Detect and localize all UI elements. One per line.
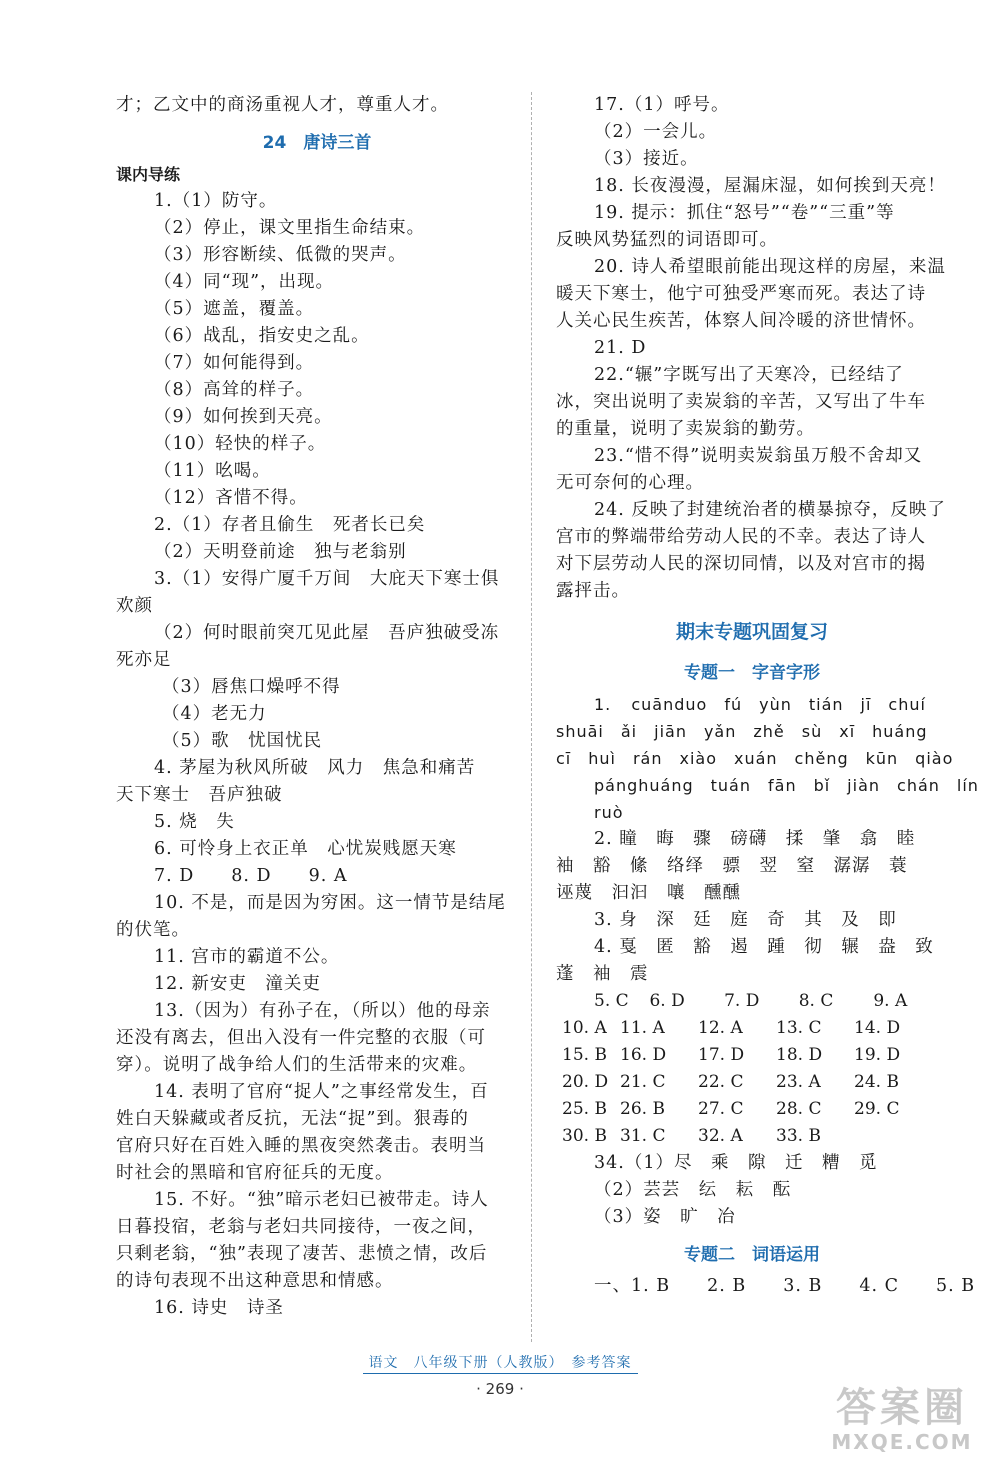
continued-text: 才；乙文中的商汤重视人才，尊重人才。 (116, 95, 449, 115)
answer-line: （5）歌 忧国忧民 (162, 731, 323, 751)
footer-caption-text: 语文 八年级下册（人教版） 参考答案 (363, 1355, 638, 1374)
answer-line: 死亦足 (116, 650, 172, 670)
answer-line: 13.（因为）有孙子在，（所以）他的母亲 (154, 1001, 491, 1021)
watermark-text: 答案圈 (836, 1385, 968, 1431)
answer-line: （3）形容断续、低微的哭声。 (154, 245, 407, 265)
answer-line: cī huì rán xiào xuán chěng kūn qiào (556, 749, 954, 768)
answer-grid-row (556, 1015, 948, 1042)
choice-answer-grid (556, 988, 948, 1150)
answer-line: 14. 表明了官府“捉人”之事经常发生，百 (154, 1082, 489, 1102)
answer-line: （3）唇焦口燥呼不得 (162, 677, 341, 697)
answer-line: ruò (594, 803, 624, 822)
answer-grid-cell: 12. A (698, 1018, 743, 1038)
answer-line: 20. 诗人希望眼前能出现这样的房屋，来温 (594, 257, 946, 277)
answer-grid-cell: 27. C (698, 1099, 744, 1119)
subsection-title: 课内导练 (116, 165, 181, 184)
answer-grid-row (556, 1042, 948, 1069)
answer-line: 2. 瞳 晦 骤 磅礴 揉 肇 翕 睦 (594, 829, 916, 849)
answer-grid-cell: 13. C (776, 1018, 822, 1038)
answer-line: 穿）。说明了战争给人们的生活带来的灾难。 (116, 1055, 478, 1075)
question-34-answers (556, 1150, 948, 1231)
answer-line: 3.（1）安得广厦千万间 大庇天下寒士俱 (154, 569, 500, 589)
answer-line: 对下层劳动人民的深切同情，以及对宫市的揭 (556, 554, 926, 574)
answer-line: （5）遮盖，覆盖。 (154, 299, 315, 319)
answer-line: 4. 戛 匿 豁 遏 踵 彻 辗 盎 致 (594, 937, 934, 957)
review-title: 期末专题巩固复习 (675, 621, 828, 643)
footer-caption (0, 1352, 1000, 1372)
answer-line: （2）天明登前途 独与老翁别 (154, 542, 407, 562)
answer-line: 还没有离去，但出入没有一件完整的衣服（可 (116, 1028, 486, 1048)
answer-grid-cell: 28. C (776, 1099, 822, 1119)
answer-line: 19. 提示：抓住“怒号”“卷”“三重”等 (594, 203, 895, 223)
answer-grid-cell: 30. B (562, 1126, 607, 1146)
answer-grid-cell: 19. D (854, 1045, 901, 1065)
answer-line: 宫市的弊端带给劳动人民的不幸。表达了诗人 (556, 527, 926, 547)
answer-grid-cell: 32. A (698, 1126, 743, 1146)
answer-grid-cell: 24. B (854, 1072, 899, 1092)
answer-line: 1.（1）防守。 (154, 191, 278, 211)
right-column (556, 92, 979, 1300)
answer-line: （9）如何挨到天亮。 (154, 407, 333, 427)
answer-line: （11）吆喝。 (154, 461, 271, 481)
answer-grid-cell: 5. C (594, 991, 629, 1011)
answer-line: 10. 不是，而是因为穷困。这一情节是结尾 (154, 893, 506, 913)
watermark-logo (812, 1385, 992, 1460)
answer-grid-cell: 15. B (562, 1045, 607, 1065)
answer-line: 蓬 袖 震 (556, 964, 649, 984)
answer-line: 反映风势猛烈的词语即可。 (556, 230, 778, 250)
answer-line: 天下寒士 吾庐独破 (116, 785, 283, 805)
answer-grid-cell: 29. C (854, 1099, 900, 1119)
right-answer-list (556, 92, 948, 605)
answer-grid-cell: 21. C (620, 1072, 666, 1092)
answer-line: 17.（1）呼号。 (594, 95, 730, 115)
answer-line: （2）一会儿。 (594, 122, 718, 142)
answer-line: shuāi ǎi jiān yǎn zhě sù xī huáng (556, 722, 928, 741)
answer-line: 欢颜 (116, 596, 153, 616)
answer-grid-cell: 6. D (649, 991, 685, 1011)
answer-grid-cell: 20. D (562, 1072, 609, 1092)
answer-grid-cell: 11. A (620, 1018, 665, 1038)
answer-line: 姓白天躲藏或者反抗，无法“捉”到。狠毒的 (116, 1109, 469, 1129)
topic-two-title: 专题二 词语运用 (684, 1245, 820, 1265)
answer-grid-cell: 8. C (798, 991, 834, 1011)
answer-line: 冰，突出说明了卖炭翁的辛苦，又写出了牛车 (556, 392, 926, 412)
answer-line: （7）如何能得到。 (154, 353, 315, 373)
answer-grid-row (556, 1123, 948, 1150)
answer-line: 袖 豁 絛 络绎 骠 翌 窒 潺潺 蓑 (556, 856, 908, 876)
answer-grid-cell: 25. B (562, 1099, 607, 1119)
answer-grid-cell: 14. D (854, 1018, 901, 1038)
answer-grid-cell (854, 1123, 932, 1150)
answer-line: 暖天下寒士，他宁可独受严寒而死。表达了诗 (556, 284, 926, 304)
pinyin-answers (556, 691, 979, 826)
answer-grid-cell: 23. A (776, 1072, 821, 1092)
answer-line: （2）何时眼前突兀见此屋 吾庐独破受冻 (154, 623, 500, 643)
answer-line: （8）高耸的样子。 (154, 380, 315, 400)
answer-line: （10）轻快的样子。 (154, 434, 327, 454)
answer-line: 11. 宫市的霸道不公。 (154, 947, 340, 967)
answer-line: 18. 长夜漫漫，屋漏床湿，如何挨到天亮！ (594, 176, 946, 196)
answer-grid-row (556, 1096, 948, 1123)
answer-line: 无可奈何的心理。 (556, 473, 704, 493)
answer-grid-cell: 16. D (620, 1045, 667, 1065)
answer-grid-cell: 7. D (724, 991, 760, 1011)
answer-line: 12. 新安吏 潼关吏 (154, 974, 321, 994)
answer-line: 日暮投宿，老翁与老妇共同接待，一夜之间， (116, 1217, 486, 1237)
topic-one-title: 专题一 字音字形 (684, 663, 820, 683)
topic-two-answers: 一、1. B 2. B 3. B 4. C 5. B (594, 1276, 976, 1296)
answer-line: 34.（1）尽 乘 隙 迁 糟 觅 (594, 1153, 878, 1173)
character-answers (556, 826, 948, 988)
answer-grid-cell: 9. A (873, 991, 908, 1011)
answer-grid-cell: 33. B (776, 1126, 821, 1146)
answer-line: 7. D 8. D 9. A (154, 866, 348, 886)
answer-line: 4. 茅屋为秋风所破 风力 焦急和痛苦 (154, 758, 476, 778)
answer-line: 6. 可怜身上衣正单 心忧炭贱愿天寒 (154, 839, 457, 859)
answer-line: 只剩老翁，“独”表现了凄苦、悲愤之情，改后 (116, 1244, 488, 1264)
left-column (116, 92, 518, 1322)
answer-line: pánghuáng tuán fān bǐ jiàn chán lín (594, 776, 979, 795)
answer-line: （4）老无力 (162, 704, 267, 724)
answer-line: 3. 身 深 廷 庭 奇 其 及 即 (594, 910, 897, 930)
answer-line: 22.“辗”字既写出了天寒冷，已经结了 (594, 365, 904, 385)
answer-line: 官府只好在百姓入睡的黑夜突然袭击。表明当 (116, 1136, 486, 1156)
answer-line: （2）芸芸 纭 耘 酝 (594, 1180, 792, 1200)
answer-line: 2.（1）存者且偷生 死者长已矣 (154, 515, 426, 535)
answer-line: 23.“惜不得”说明卖炭翁虽万般不舍却又 (594, 446, 923, 466)
answer-line: 16. 诗史 诗圣 (154, 1298, 284, 1318)
answer-grid-cell: 22. C (698, 1072, 744, 1092)
answer-line: 诬蔑 汩汩 嚷 醺醺 (556, 883, 741, 903)
answer-line: 露抨击。 (556, 581, 630, 601)
answer-line: 人关心民生疾苦，体察人间冷暖的济世情怀。 (556, 311, 926, 331)
answer-line: （3）接近。 (594, 149, 699, 169)
answer-line: （3）姿 旷 冶 (594, 1207, 736, 1227)
answer-line: （12）吝惜不得。 (154, 488, 308, 508)
answer-line: 15. 不好。“独”暗示老妇已被带走。诗人 (154, 1190, 489, 1210)
answer-line: 5. 烧 失 (154, 812, 235, 832)
answer-line: （4）同“现”，出现。 (154, 272, 335, 292)
answer-grid-cell: 10. A (562, 1018, 607, 1038)
answer-line: 1. cuānduo fú yùn tián jī chuí (594, 695, 926, 714)
answer-grid-cell: 18. D (776, 1045, 823, 1065)
answer-line: （2）停止，课文里指生命结束。 (154, 218, 426, 238)
left-answer-list (116, 188, 518, 1322)
page-number: · 269 · (476, 1380, 524, 1398)
section-title-24: 24 唐诗三首 (262, 133, 372, 153)
column-divider (531, 92, 532, 1342)
answer-line: （6）战乱，指安史之乱。 (154, 326, 370, 346)
answer-line: 时社会的黑暗和官府征兵的无度。 (116, 1163, 394, 1183)
answer-grid-cell: 26. B (620, 1099, 665, 1119)
watermark-url: MXQE.COM (831, 1430, 973, 1454)
answer-line: 的诗句表现不出这种意思和情感。 (116, 1271, 394, 1291)
answer-grid-cell: 31. C (620, 1126, 666, 1146)
answer-grid-row (556, 1069, 948, 1096)
answer-grid-cell: 17. D (698, 1045, 745, 1065)
answer-grid-row (556, 988, 948, 1015)
answer-line: 24. 反映了封建统治者的横暴掠夺，反映了 (594, 500, 946, 520)
answer-line: 的伏笔。 (116, 920, 190, 940)
answer-line: 21. D (594, 338, 647, 358)
answer-line: 的重量，说明了卖炭翁的勤劳。 (556, 419, 815, 439)
